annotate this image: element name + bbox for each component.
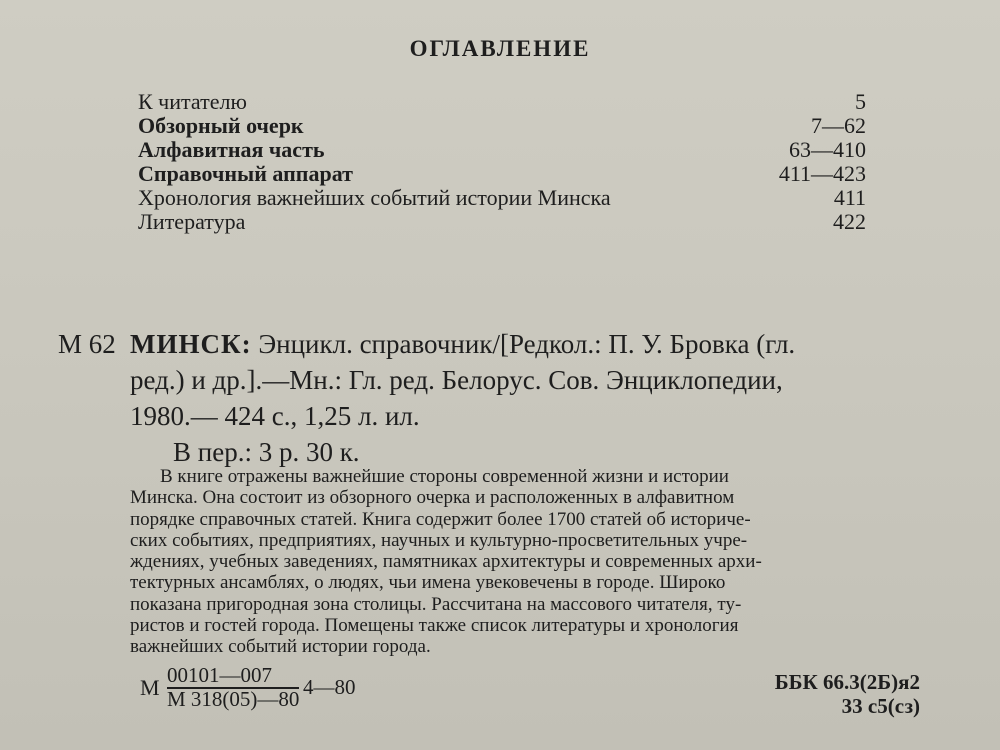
annotation-line: порядке справочных статей. Книга содержит более 1700 статей об историче-: [130, 508, 751, 530]
entry-title: Энцикл. справочник/[Редкол.: П. У. Бровка (гл.: [251, 329, 796, 359]
toc-title: ОГЛАВЛЕНИЕ: [409, 36, 591, 61]
toc-item-page: 63—410: [789, 137, 866, 162]
toc-item-page: 5: [855, 89, 866, 114]
toc-item: [138, 114, 878, 138]
toc-item-page: 422: [833, 209, 866, 234]
toc-item-label: Литература: [138, 209, 246, 234]
toc-item: [138, 90, 878, 114]
toc-item-label: Справочный аппарат: [138, 161, 353, 186]
call-number: М 62: [58, 329, 116, 359]
annotation-line: показана пригородная зона столицы. Рассчитана на массового читателя, ту-: [130, 593, 742, 615]
toc-item-page: 411: [833, 185, 866, 210]
annotation: [130, 466, 922, 658]
toc-item: [138, 162, 878, 186]
entry-line: [58, 326, 928, 362]
toc-item-page: 411—423: [778, 161, 866, 186]
entry-publication: ред.) и др.].—Мн.: Гл. ред. Белорус. Сов. Энциклопедии,: [130, 365, 783, 395]
annotation-line: Минска. Она состоит из обзорного очерка и расположенных в алфавитном: [130, 487, 735, 509]
toc-item-label: Алфавитная часть: [138, 137, 325, 162]
toc-item-page: 7—62: [811, 113, 866, 138]
index-denominator: М 318(05)—80: [167, 687, 300, 711]
entry-pages: 1980.— 424 с., 1,25 л. ил.: [130, 401, 420, 431]
toc-item-label: Обзорный очерк: [138, 113, 304, 138]
annotation-line: тектурных ансамблях, о людях, чьи имена увековечены в городе. Широко: [130, 572, 726, 594]
toc-item-label: Хронология важнейших событий истории Минска: [138, 185, 611, 210]
table-of-contents: [138, 90, 878, 234]
entry-line: [58, 362, 928, 398]
toc-item-label: К читателю: [138, 89, 247, 114]
annotation-line: ристов и гостей города. Помещены также список литературы и хронология: [130, 615, 739, 637]
bbk-classification: [775, 670, 920, 718]
index-suffix: 4—80: [303, 675, 356, 699]
annotation-line: ских событиях, предприятиях, научных и культурно-просветительных учре-: [130, 529, 748, 551]
entry-price: В пер.: 3 р. 30 к.: [173, 437, 360, 467]
annotation-line: ждениях, учебных заведениях, памятниках архитектуры и современных архи-: [130, 551, 762, 573]
toc-item: [138, 186, 878, 210]
entry-line: [58, 398, 928, 434]
index-numerator: 00101—007: [167, 663, 272, 687]
index-letter: М: [140, 675, 160, 700]
annotation-line: важнейших событий истории города.: [130, 636, 431, 658]
bbk-line: ББК 66.3(2Б)я2: [774, 670, 920, 694]
bbk-line: 33 с5(сз): [841, 694, 920, 718]
catalog-entry: [58, 326, 928, 470]
entry-line: [58, 434, 928, 470]
toc-item: [138, 138, 878, 162]
annotation-line: В книге отражены важнейшие стороны современной жизни и истории: [160, 466, 729, 487]
toc-item: [138, 210, 878, 234]
headword: МИНСК:: [130, 329, 252, 359]
entry-heading: [130, 326, 795, 362]
